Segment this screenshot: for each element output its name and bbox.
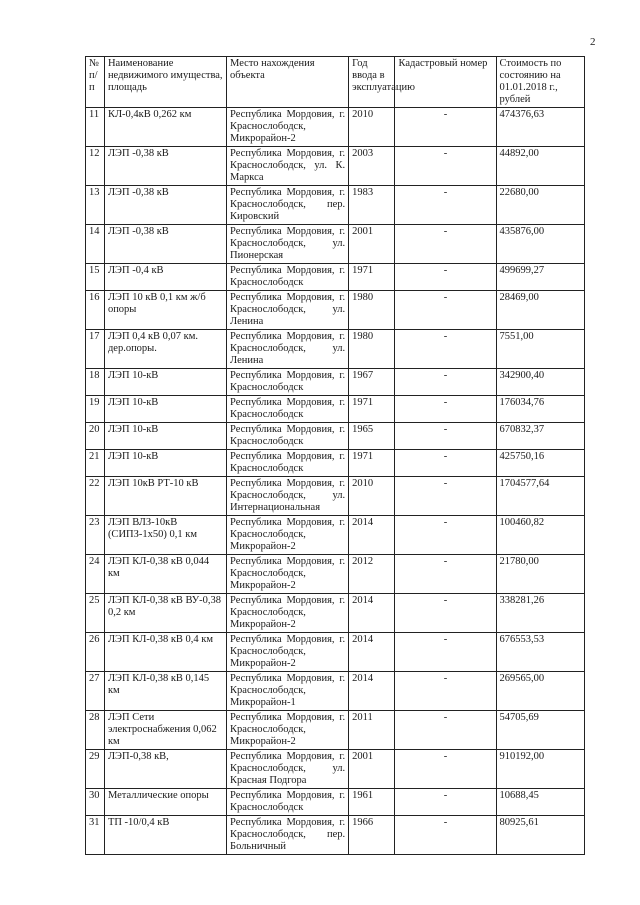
cell-location: Республика Мордовия, г. Краснослободск, ул. Ленина: [227, 291, 349, 330]
cell-cadastral: -: [395, 711, 496, 750]
header-name: Наименование недвижимого имущества, площадь: [104, 57, 226, 108]
table-row: [86, 516, 585, 555]
cell-name: ЛЭП 10-кВ: [104, 369, 226, 396]
cell-location: Республика Мордовия, г. Краснослободск, Микрорайон-2: [227, 516, 349, 555]
cell-year: 2011: [349, 711, 395, 750]
table-row: [86, 789, 585, 816]
cell-cost: 10688,45: [496, 789, 584, 816]
cell-name: ЛЭП 10 кВ 0,1 км ж/б опоры: [104, 291, 226, 330]
cell-location: Республика Мордовия, г. Краснослободск, ул. Красная Подгора: [227, 750, 349, 789]
cell-name: ЛЭП КЛ-0,38 кВ 0,145 км: [104, 672, 226, 711]
cell-cadastral: -: [395, 516, 496, 555]
cell-name: КЛ-0,4кВ 0,262 км: [104, 108, 226, 147]
header-cost: Стоимость по состоянию на 01.01.2018 г., рублей: [496, 57, 584, 108]
cell-cost: 44892,00: [496, 147, 584, 186]
cell-year: 2010: [349, 477, 395, 516]
cell-cost: 54705,69: [496, 711, 584, 750]
cell-cost: 80925,61: [496, 816, 584, 855]
cell-year: 2001: [349, 225, 395, 264]
cell-location: Республика Мордовия, г. Краснослободск: [227, 423, 349, 450]
table-row: [86, 816, 585, 855]
cell-cost: 7551,00: [496, 330, 584, 369]
cell-cadastral: -: [395, 750, 496, 789]
cell-name: ЛЭП -0,38 кВ: [104, 147, 226, 186]
cell-cost: 338281,26: [496, 594, 584, 633]
cell-num: 23: [86, 516, 105, 555]
cell-year: 1971: [349, 450, 395, 477]
cell-cadastral: -: [395, 147, 496, 186]
cell-year: 1983: [349, 186, 395, 225]
cell-location: Республика Мордовия, г. Краснослободск, пер. Кировский: [227, 186, 349, 225]
cell-cadastral: -: [395, 396, 496, 423]
cell-location: Республика Мордовия, г. Краснослободск: [227, 369, 349, 396]
cell-year: 2014: [349, 633, 395, 672]
table-row: [86, 450, 585, 477]
cell-cadastral: -: [395, 423, 496, 450]
cell-num: 31: [86, 816, 105, 855]
cell-year: 1967: [349, 369, 395, 396]
cell-name: ЛЭП Сети электроснабжения 0,062 км: [104, 711, 226, 750]
cell-year: 2014: [349, 594, 395, 633]
cell-name: ЛЭП-0,38 кВ,: [104, 750, 226, 789]
cell-cadastral: -: [395, 264, 496, 291]
table-row: [86, 750, 585, 789]
table-row: [86, 330, 585, 369]
cell-num: 12: [86, 147, 105, 186]
header-year: Год ввода в эксплуатацию: [349, 57, 395, 108]
cell-name: ЛЭП КЛ-0,38 кВ 0,044 км: [104, 555, 226, 594]
cell-location: Республика Мордовия, г. Краснослободск, Микрорайон-2: [227, 711, 349, 750]
cell-location: Республика Мордовия, г. Краснослободск, пер. Больничный: [227, 816, 349, 855]
cell-cadastral: -: [395, 594, 496, 633]
cell-year: 1980: [349, 291, 395, 330]
header-location: Место нахождения объекта: [227, 57, 349, 108]
cell-year: 1966: [349, 816, 395, 855]
cell-name: ЛЭП 10-кВ: [104, 450, 226, 477]
cell-cadastral: -: [395, 291, 496, 330]
cell-location: Республика Мордовия, г. Краснослободск: [227, 264, 349, 291]
cell-location: Республика Мордовия, г. Краснослободск, ул. Интернациональная: [227, 477, 349, 516]
cell-name: ЛЭП КЛ-0,38 кВ ВУ-0,38 0,2 км: [104, 594, 226, 633]
cell-name: ЛЭП -0,38 кВ: [104, 225, 226, 264]
cell-cost: 28469,00: [496, 291, 584, 330]
cell-location: Республика Мордовия, г. Краснослободск: [227, 450, 349, 477]
cell-name: ЛЭП ВЛЗ-10кВ (СИПЗ-1х50) 0,1 км: [104, 516, 226, 555]
cell-name: ЛЭП 10кВ РТ-10 кВ: [104, 477, 226, 516]
cell-location: Республика Мордовия, г. Краснослободск, Микрорайон-2: [227, 594, 349, 633]
cell-cost: 474376,63: [496, 108, 584, 147]
cell-name: ЛЭП 0,4 кВ 0,07 км. дер.опоры.: [104, 330, 226, 369]
header-cadastral: Кадастровый номер: [395, 57, 496, 108]
cell-location: Республика Мордовия, г. Краснослободск, ул. Пионерская: [227, 225, 349, 264]
cell-name: ЛЭП -0,4 кВ: [104, 264, 226, 291]
table-header: [86, 57, 585, 108]
table-row: [86, 396, 585, 423]
table-row: [86, 594, 585, 633]
table-row: [86, 711, 585, 750]
cell-num: 28: [86, 711, 105, 750]
property-registry-table: [85, 56, 585, 855]
cell-cost: 435876,00: [496, 225, 584, 264]
table-row: [86, 225, 585, 264]
table-row: [86, 186, 585, 225]
table-row: [86, 633, 585, 672]
page-number: 2: [590, 36, 596, 48]
cell-cost: 176034,76: [496, 396, 584, 423]
cell-year: 2010: [349, 108, 395, 147]
cell-name: ЛЭП КЛ-0,38 кВ 0,4 км: [104, 633, 226, 672]
cell-year: 2003: [349, 147, 395, 186]
cell-location: Республика Мордовия, г. Краснослободск, Микрорайон-2: [227, 555, 349, 594]
cell-num: 16: [86, 291, 105, 330]
cell-cadastral: -: [395, 633, 496, 672]
cell-cadastral: -: [395, 816, 496, 855]
cell-num: 17: [86, 330, 105, 369]
cell-name: ЛЭП 10-кВ: [104, 423, 226, 450]
cell-num: 13: [86, 186, 105, 225]
cell-num: 27: [86, 672, 105, 711]
cell-num: 21: [86, 450, 105, 477]
cell-cost: 1704577,64: [496, 477, 584, 516]
cell-location: Республика Мордовия, г. Краснослободск, Микрорайон-2: [227, 108, 349, 147]
cell-cadastral: -: [395, 555, 496, 594]
cell-year: 1961: [349, 789, 395, 816]
table-row: [86, 672, 585, 711]
cell-cadastral: -: [395, 672, 496, 711]
cell-num: 11: [86, 108, 105, 147]
cell-year: 1980: [349, 330, 395, 369]
cell-cadastral: -: [395, 789, 496, 816]
cell-location: Республика Мордовия, г. Краснослободск, ул. Ленина: [227, 330, 349, 369]
cell-num: 29: [86, 750, 105, 789]
cell-location: Республика Мордовия, г. Краснослободск, Микрорайон-1: [227, 672, 349, 711]
table-row: [86, 477, 585, 516]
cell-num: 20: [86, 423, 105, 450]
cell-year: 2014: [349, 672, 395, 711]
header-row: [86, 57, 585, 108]
cell-cost: 499699,27: [496, 264, 584, 291]
cell-name: ЛЭП 10-кВ: [104, 396, 226, 423]
cell-cadastral: -: [395, 369, 496, 396]
cell-num: 18: [86, 369, 105, 396]
table-row: [86, 108, 585, 147]
cell-cost: 21780,00: [496, 555, 584, 594]
cell-cadastral: -: [395, 108, 496, 147]
cell-year: 2001: [349, 750, 395, 789]
cell-cost: 269565,00: [496, 672, 584, 711]
header-num: № п/п: [86, 57, 105, 108]
cell-cadastral: -: [395, 330, 496, 369]
cell-cost: 22680,00: [496, 186, 584, 225]
cell-num: 14: [86, 225, 105, 264]
cell-num: 19: [86, 396, 105, 423]
cell-year: 2014: [349, 516, 395, 555]
cell-year: 1965: [349, 423, 395, 450]
cell-cost: 342900,40: [496, 369, 584, 396]
cell-num: 30: [86, 789, 105, 816]
cell-num: 26: [86, 633, 105, 672]
table-row: [86, 555, 585, 594]
cell-num: 25: [86, 594, 105, 633]
cell-year: 2012: [349, 555, 395, 594]
table-body: [86, 108, 585, 855]
cell-location: Республика Мордовия, г. Краснослободск: [227, 789, 349, 816]
cell-year: 1971: [349, 264, 395, 291]
cell-num: 15: [86, 264, 105, 291]
cell-location: Республика Мордовия, г. Краснослободск, ул. К. Маркса: [227, 147, 349, 186]
cell-cadastral: -: [395, 225, 496, 264]
cell-cost: 100460,82: [496, 516, 584, 555]
cell-num: 22: [86, 477, 105, 516]
cell-cost: 676553,53: [496, 633, 584, 672]
cell-name: ТП -10/0,4 кВ: [104, 816, 226, 855]
cell-year: 1971: [349, 396, 395, 423]
cell-name: ЛЭП -0,38 кВ: [104, 186, 226, 225]
cell-cost: 425750,16: [496, 450, 584, 477]
table-row: [86, 369, 585, 396]
cell-location: Республика Мордовия, г. Краснослободск, Микрорайон-2: [227, 633, 349, 672]
cell-cadastral: -: [395, 450, 496, 477]
cell-location: Республика Мордовия, г. Краснослободск: [227, 396, 349, 423]
table-row: [86, 423, 585, 450]
cell-cost: 910192,00: [496, 750, 584, 789]
cell-name: Металлические опоры: [104, 789, 226, 816]
table-row: [86, 264, 585, 291]
cell-num: 24: [86, 555, 105, 594]
cell-cadastral: -: [395, 477, 496, 516]
cell-cost: 670832,37: [496, 423, 584, 450]
cell-cadastral: -: [395, 186, 496, 225]
table-row: [86, 147, 585, 186]
table-row: [86, 291, 585, 330]
